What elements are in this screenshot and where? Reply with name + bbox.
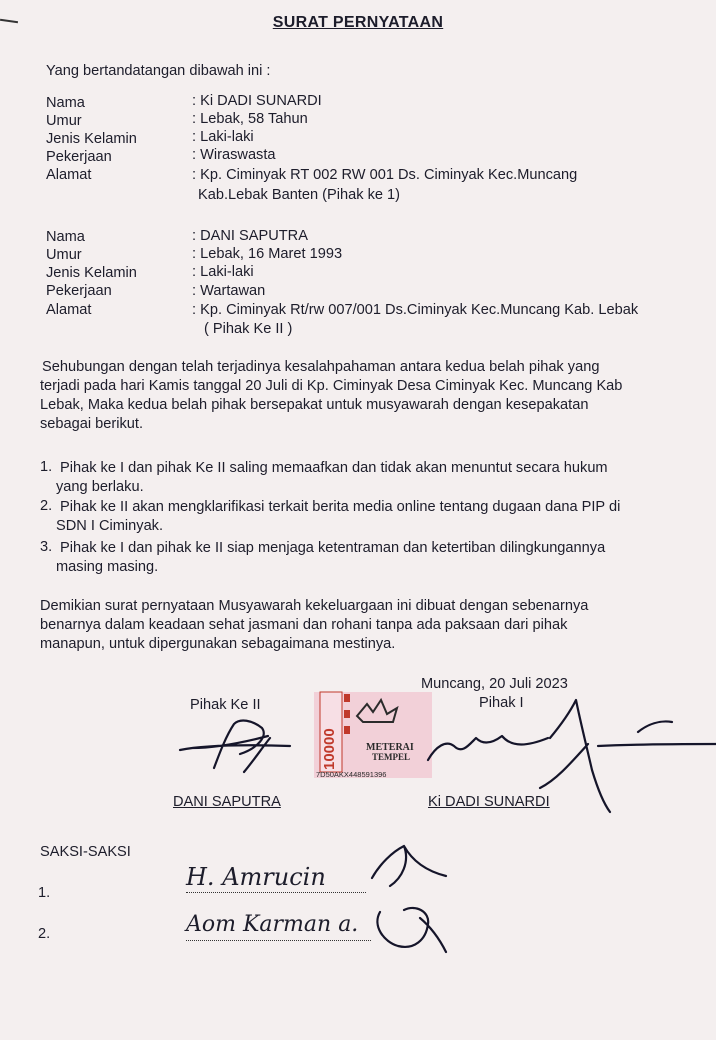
value-alamat-1-line1: : Kp. Ciminyak RT 002 RW 001 Ds. Ciminyak Kec.Muncang (192, 167, 578, 183)
right-role: Pihak I (479, 695, 524, 711)
left-role: Pihak Ke II (190, 697, 261, 713)
stamp-word-1: METERAI (366, 742, 414, 753)
point-text: Pihak ke I dan pihak ke II siap menjaga ketentraman dan ketertiban dilingkungannya (60, 540, 606, 556)
witness-signature-1: H. Amrucin (186, 864, 366, 893)
witnesses-heading: SAKSI-SAKSI (40, 844, 131, 860)
body-line: terjadi pada hari Kamis tanggal 20 Juli di Kp. Ciminyak Desa Ciminyak Kec. Muncang Kab (40, 378, 623, 394)
value-pekerjaan-2: : Wartawan (192, 283, 266, 299)
value-jenis-kelamin-2: : Laki-laki (192, 264, 254, 280)
point-text: Pihak ke I dan pihak Ke II saling memaafkan dan tidak akan menuntut secara hukum (60, 460, 608, 476)
witness-initial-2 (377, 908, 446, 952)
point-number: 1. (40, 459, 53, 475)
label-umur-1: Umur (46, 113, 82, 129)
label-jenis-kelamin-2: Jenis Kelamin (46, 265, 137, 281)
place-date: Muncang, 20 Juli 2023 (421, 676, 568, 692)
label-alamat-2: Alamat (46, 302, 92, 318)
value-pekerjaan-1: : Wiraswasta (192, 147, 276, 163)
body-line: sebagai berikut. (40, 416, 144, 432)
closing-line: benarnya dalam keadaan sehat jasmani dan rohani tanpa ada paksaan dari pihak (40, 617, 568, 633)
point-text: Pihak ke II akan mengklarifikasi terkait berita media online tentang dugaan dana PIP di (60, 499, 621, 515)
signature-left (180, 721, 290, 772)
label-pekerjaan-2: Pekerjaan (46, 283, 112, 299)
point-text: masing masing. (56, 559, 159, 575)
body-line: Sehubungan dengan telah terjadinya kesalahpahaman antara kedua belah pihak yang (42, 359, 600, 375)
stamp-serial: 7D50AKX448591396 (316, 770, 387, 779)
right-signatory-name: Ki DADI SUNARDI (428, 794, 550, 810)
meterai-stamp-graphic (312, 688, 437, 783)
value-alamat-1-line2: Kab.Lebak Banten (Pihak ke 1) (198, 187, 401, 203)
intro-text: Yang bertandatangan dibawah ini : (46, 63, 271, 79)
point-number: 3. (40, 539, 53, 555)
value-nama-1: : Ki DADI SUNARDI (192, 93, 322, 109)
label-nama-2: Nama (46, 229, 85, 245)
point-text: SDN I Ciminyak. (56, 518, 164, 534)
value-jenis-kelamin-1: : Laki-laki (192, 129, 254, 145)
value-nama-2: : DANI SAPUTRA (192, 228, 308, 244)
stamp-word-2: TEMPEL (372, 752, 411, 762)
label-alamat-1: Alamat (46, 167, 92, 183)
label-pekerjaan-1: Pekerjaan (46, 149, 112, 165)
value-umur-1: : Lebak, 58 Tahun (192, 111, 308, 127)
witness-signature-2: Aom Karman a. (186, 912, 371, 941)
point-text: yang berlaku. (56, 479, 144, 495)
document-title: SURAT PERNYATAAN (272, 14, 444, 31)
closing-line: manapun, untuk dipergunakan sebagaimana mestinya. (40, 636, 396, 652)
value-alamat-2-line2: ( Pihak Ke II ) (204, 321, 293, 337)
label-nama-1: Nama (46, 95, 85, 111)
witness-number: 2. (38, 926, 51, 942)
meterai-stamp (312, 688, 437, 783)
stamp-value: 10000 (321, 728, 338, 770)
body-line: Lebak, Maka kedua belah pihak bersepakat untuk musyawarah dengan kesepakatan (40, 397, 589, 413)
point-number: 2. (40, 498, 53, 514)
value-umur-2: : Lebak, 16 Maret 1993 (192, 246, 343, 262)
label-umur-2: Umur (46, 247, 82, 263)
left-signatory-name: DANI SAPUTRA (173, 794, 281, 810)
label-jenis-kelamin-1: Jenis Kelamin (46, 131, 137, 147)
closing-line: Demikian surat pernyataan Musyawarah kekeluargaan ini dibuat dengan sebenarnya (40, 598, 589, 614)
witness-initial-1 (372, 846, 446, 886)
witness-number: 1. (38, 885, 51, 901)
value-alamat-2-line1: : Kp. Ciminyak Rt/rw 007/001 Ds.Ciminyak Kec.Muncang Kab. Lebak (192, 302, 639, 318)
